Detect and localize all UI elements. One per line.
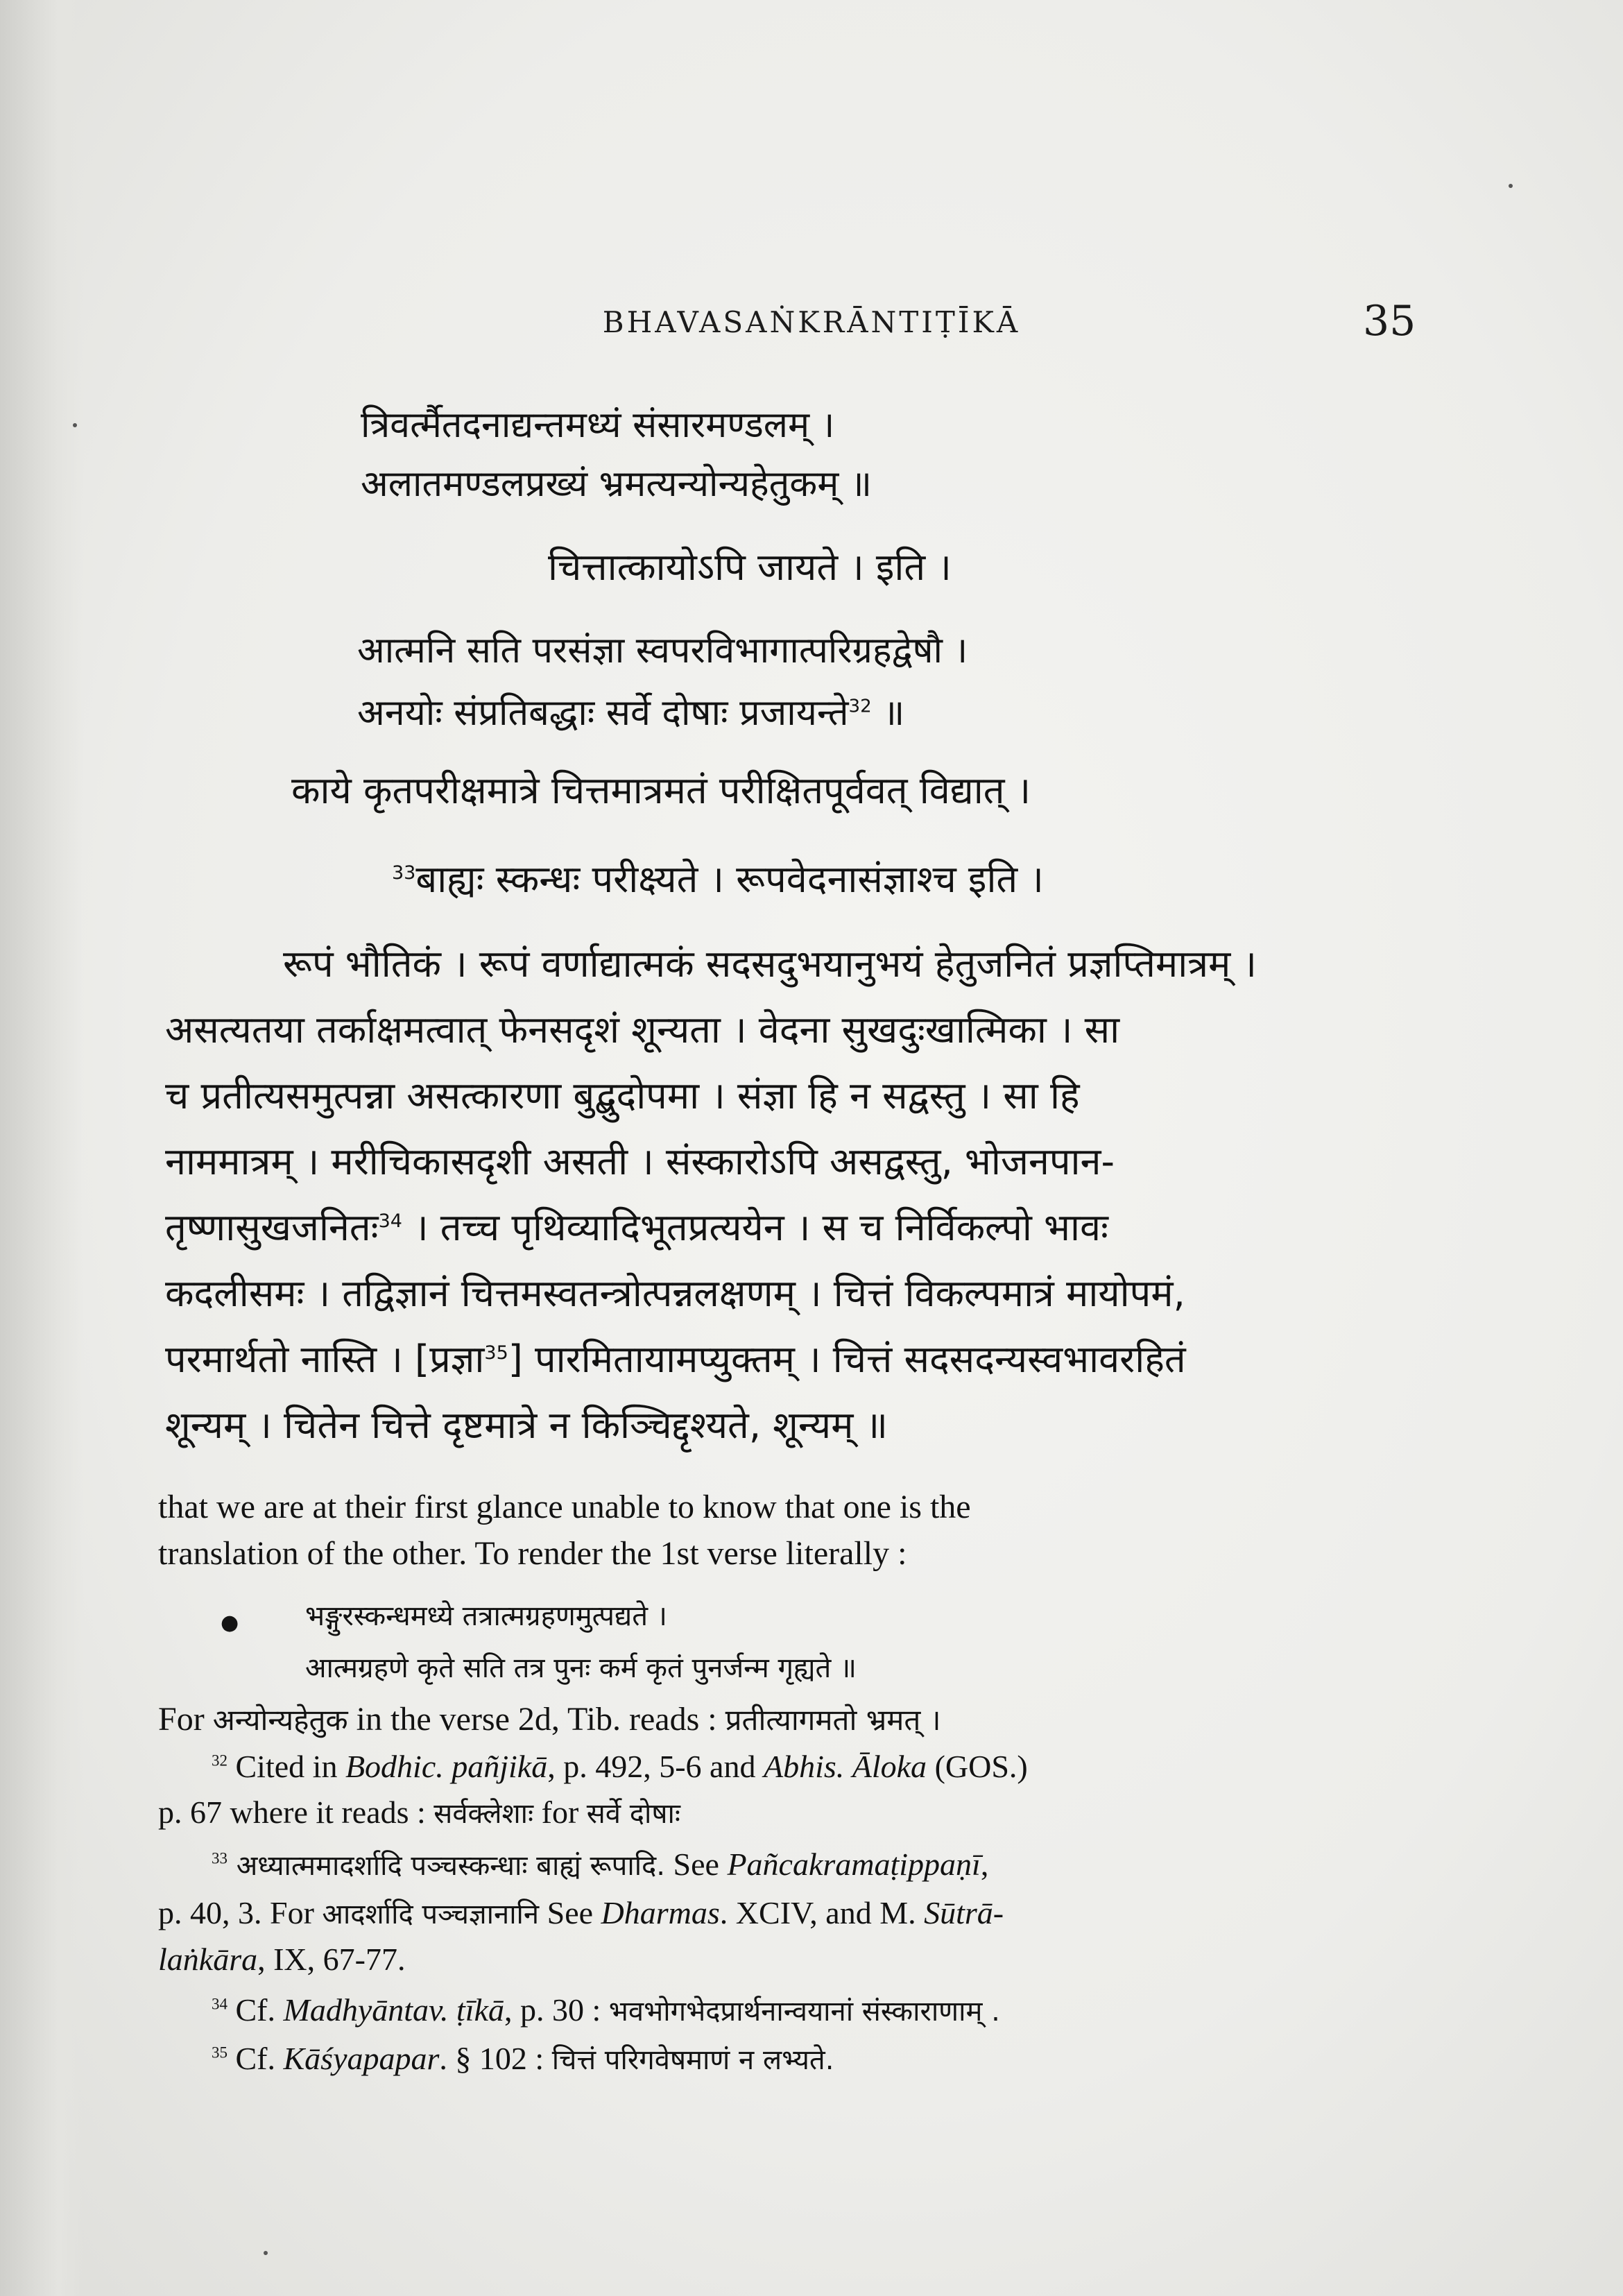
footnote-33-line-1 (212, 1845, 988, 1883)
verse-a-line-2: अलातमण्डलप्रख्यं भ्रमत्यन्योन्यहेतुकम् ॥ (361, 463, 872, 505)
verse-a-line-1: त्रिवर्त्मैतदनाद्यन्तमध्यं संसारमण्डलम् । (361, 404, 835, 446)
footnote-34 (212, 1991, 1000, 2029)
prose-line-5-a: तृष्णासुखजनितः (165, 1206, 379, 1249)
footnote-33-l2-italic-2: Sūtrā- (924, 1895, 1004, 1930)
chitta-line: चित्तात्कायोऽपि जायते । इति । (548, 545, 952, 589)
footnote-35-b: . § 102 : (439, 2041, 552, 2076)
footnote-33-line-3 (158, 1941, 405, 1978)
footnote-ref-33: 33 (392, 862, 416, 884)
verse-b-line-2-end: ॥ (883, 692, 905, 734)
footnote-32-b: , p. 492, 5-6 and (547, 1749, 764, 1784)
footnote-34-b: , p. 30 : (504, 1992, 609, 2028)
prose-line-2: असत्यतया तर्काक्षमत्वात् फेनसदृशं शून्यता । वेदना सुखदुःखात्मिका । सा (165, 1008, 1120, 1052)
footnote-32-l2-b: for (533, 1794, 587, 1830)
english-line-1: that we are at their first glance unable to know that one is the (158, 1489, 971, 1525)
footnote-33-l2-b: See (539, 1895, 601, 1930)
verse-b-line-2-text: अनयोः संप्रतिबद्धाः सर्वे दोषाः प्रजायन्ते (357, 692, 849, 734)
prose-line-7-a: परमार्थतो नास्ति । [प्रज्ञा (165, 1337, 485, 1381)
prose-line-7-b: ] पारमितायामप्युक्तम् । चित्तं सदसदन्यस्वभावरहितं (508, 1337, 1186, 1381)
footnote-32-l2-a: p. 67 where it reads : (158, 1794, 434, 1830)
footnote-33-l3-italic: laṅkāra (158, 1942, 258, 1977)
for-line-a: For (158, 1701, 213, 1738)
footnote-35-italic: Kāśyapapar (283, 2041, 440, 2076)
footnote-ref-35: 35 (484, 1342, 508, 1364)
page-number: 35 (1363, 297, 1416, 345)
footnote-35-number: 35 (212, 2044, 227, 2062)
bahya-text: बाह्यः स्कन्धः परीक्ष्यते । रूपवेदनासंज्ञाश्च इति । (415, 857, 1044, 901)
footnote-33-l3-b: , IX, 67-77. (257, 1942, 406, 1977)
footnote-33-skt: अध्यात्ममादर्शादि पञ्चस्कन्धाः बाह्यं रूपादि. (227, 1850, 666, 1882)
footnote-33-l2-c: . XCIV, and M. (719, 1895, 925, 1930)
footnote-33-line-2 (158, 1894, 1004, 1932)
footnote-33-b: , (980, 1847, 989, 1882)
prose-line-5 (165, 1200, 1108, 1251)
for-line (158, 1699, 941, 1739)
verse-b-line-2 (357, 687, 904, 736)
footnote-34-italic: Madhyāntav. ṭīkā (283, 1992, 504, 2028)
tibetan-rendering-line-2: आत्मग्रहणे कृते सति तत्र पुनः कर्म कृतं पुनर्जन्म गृह्यते ॥ (305, 1652, 857, 1684)
footnote-35-a: Cf. (227, 2041, 284, 2076)
bullet-mark: ● (221, 1611, 239, 1635)
footnote-35 (212, 2039, 834, 2077)
footnote-ref-34: 34 (378, 1210, 402, 1232)
footnote-32-l2-skt1: सर्वक्लेशाः (433, 1798, 534, 1830)
scan-speck (264, 2251, 268, 2255)
footnote-32-italic-2: Abhis. Āloka (763, 1749, 927, 1784)
footnote-33-l2-a: p. 40, 3. For (158, 1895, 323, 1930)
footnote-33-l2-skt: आदर्शादि पञ्चज्ञानानि (322, 1899, 540, 1930)
footnote-32-number: 32 (212, 1751, 227, 1770)
scan-speck (73, 423, 77, 427)
footnote-35-skt: चित्तं परिगवेषमाणं न लभ्यते. (551, 2044, 834, 2076)
prose-line-1: रूपं भौतिकं । रूपं वर्णाद्यात्मकं सदसदुभयानुभयं हेतुजनितं प्रज्ञप्तिमात्रम् । (283, 942, 1257, 986)
scan-speck (1509, 184, 1513, 188)
verse-b-line-1: आत्मनि सति परसंज्ञा स्वपरविभागात्परिग्रहद्वेषौ । (357, 630, 968, 671)
for-line-b: in the verse 2d, Tib. reads : (347, 1701, 725, 1738)
footnote-32-line-2 (158, 1793, 680, 1831)
page-edge-shadow (0, 0, 83, 2296)
prose-line-3: च प्रतीत्यसमुत्पन्ना असत्कारणा बुद्बुदोपमा । संज्ञा हि न सद्वस्तु । सा हि (165, 1074, 1080, 1117)
running-title: BHAVASAṄKRĀNTIṬĪKĀ (602, 305, 1021, 339)
footnote-32-c: (GOS.) (927, 1749, 1028, 1784)
footnote-33-l2-italic: Dharmas (601, 1895, 720, 1930)
footnote-34-number: 34 (212, 1995, 227, 2013)
footnote-32-italic-1: Bodhic. pañjikā (345, 1749, 548, 1784)
english-line-2: translation of the other. To render the 1st verse literally : (158, 1535, 907, 1572)
footnote-33-a: See (665, 1847, 728, 1882)
footnote-ref-32: 32 (848, 696, 872, 717)
bahya-line (392, 852, 1044, 903)
prose-line-5-b: । तच्च पृथिव्यादिभूतप्रत्ययेन । स च निर्विकल्पो भावः (402, 1206, 1108, 1249)
footnote-32-a: Cited in (227, 1749, 345, 1784)
prose-line-6: कदलीसमः । तद्विज्ञानं चित्तमस्वतन्त्रोत्पन्नलक्षणम् । चित्तं विकल्पमात्रं मायोपमं, (165, 1271, 1185, 1315)
footnote-32-line-1 (212, 1748, 1028, 1785)
prose-line-7 (165, 1332, 1186, 1383)
for-line-skt2: प्रतीत्यागमतो भ्रमत् । (725, 1703, 941, 1737)
footnote-33-number: 33 (212, 1849, 227, 1867)
for-line-skt: अन्योन्यहेतुक (212, 1703, 348, 1737)
tibetan-rendering-line-1: भङ्गुरस्कन्धमध्ये तत्रात्मग्रहणमुत्पद्यते । (305, 1600, 667, 1632)
footnote-34-skt: भवभोगभेदप्रार्थनान्वयानां संस्काराणाम् . (608, 1996, 1000, 2028)
prose-line-8: शून्यम् । चितेन चित्ते दृष्टमात्रे न किञ्चिद्दृश्यते, शून्यम् ॥ (165, 1403, 888, 1447)
footnote-33-italic: Pañcakramaṭippaṇī (727, 1847, 981, 1882)
prose-line-4: नाममात्रम् । मरीचिकासदृशी असती । संस्कारोऽपि असद्वस्तु, भोजनपान- (165, 1140, 1115, 1183)
kaye-line: काये कृतपरीक्षमात्रे चित्तमात्रमतं परीक्षितपूर्ववत् विद्यात् । (291, 769, 1031, 812)
footnote-32-l2-skt2: सर्वे दोषाः (586, 1798, 680, 1830)
footnote-34-a: Cf. (227, 1992, 284, 2028)
